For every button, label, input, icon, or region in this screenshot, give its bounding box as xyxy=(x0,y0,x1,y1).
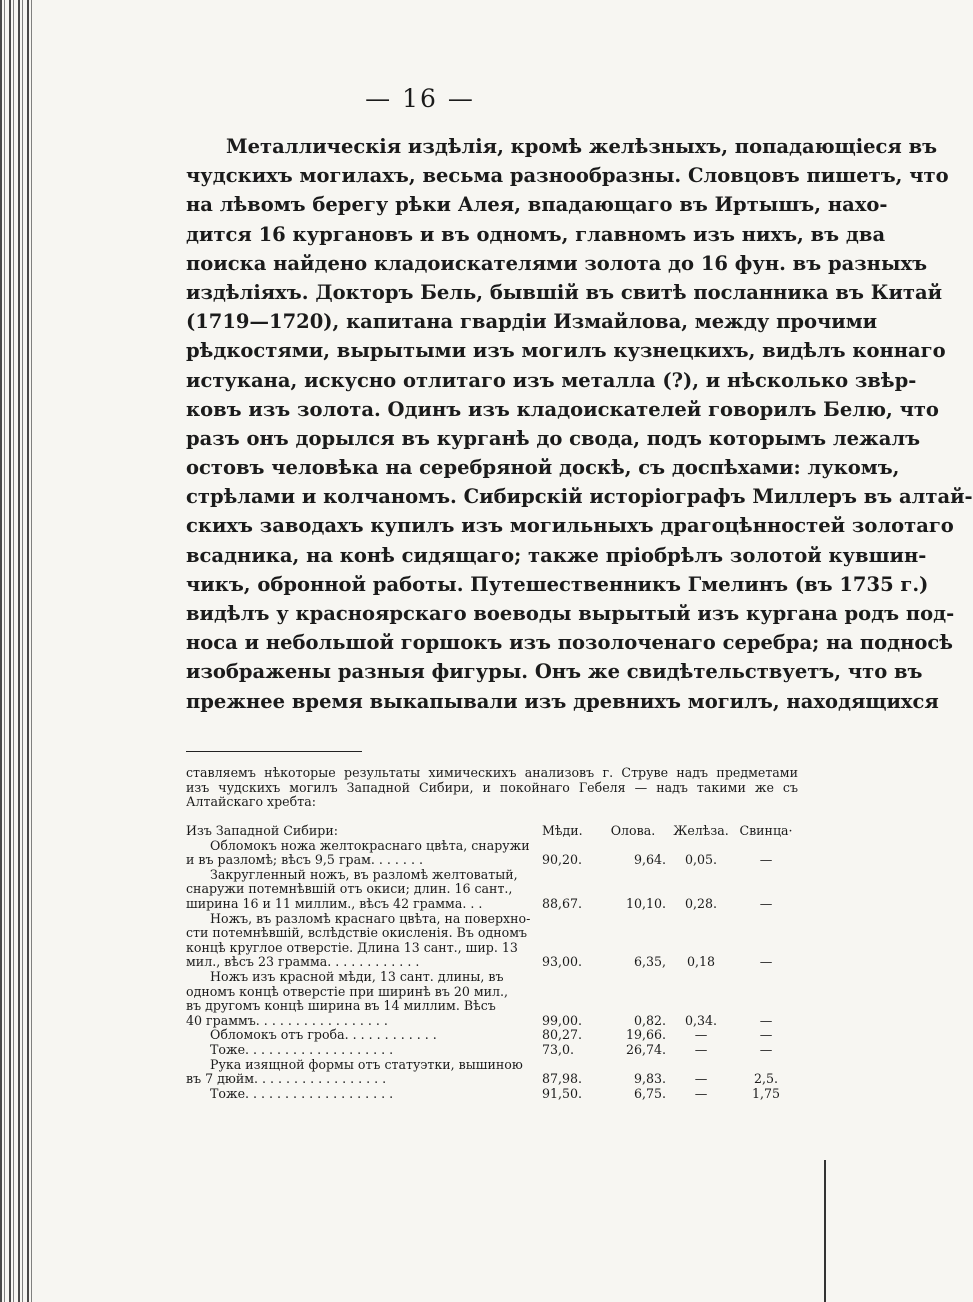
column-header-copper: Мѣди. xyxy=(542,823,583,838)
row-description xyxy=(186,1043,542,1058)
description-line: Обломокъ отъ гроба. . . . . . . . . . . . xyxy=(210,1027,437,1043)
lead-value: 2,5. xyxy=(753,1071,779,1087)
copper-value: 88,67. xyxy=(542,895,583,911)
row-description xyxy=(186,1058,542,1087)
body-line: чикъ, обронной работы. Путешественникъ Гмелинъ (въ 1735 г.) xyxy=(186,572,929,596)
description-line: концѣ круглое отверстіе. Длина 13 сант., шир. 13 xyxy=(186,939,518,955)
description-line: Рука изящной формы отъ статуэтки, вышиною xyxy=(210,1056,523,1072)
lead-value: — xyxy=(759,852,773,868)
tin-value: 19,66. xyxy=(625,1027,666,1043)
body-line: ковъ изъ золота. Одинъ изъ кладоискателей говорилъ Белю, что xyxy=(186,397,939,421)
tin-value: 6,75. xyxy=(633,1085,666,1101)
footnote-line: изъ чудскихъ могилъ Западной Сибири, и покойнаго Гебеля — надъ такими же съ xyxy=(186,779,798,795)
description-line: Тоже. . . . . . . . . . . . . . . . . . . xyxy=(210,1085,394,1101)
body-line: (1719—1720), капитана гвардіи Измайлова, между прочими xyxy=(186,310,878,334)
tin-value: 9,83. xyxy=(633,1071,666,1087)
footnote-divider xyxy=(186,751,362,752)
body-line: истукана, искусно отлитаго изъ металла (?), и нѣсколько звѣр- xyxy=(186,368,917,392)
description-line: въ другомъ концѣ ширина въ 14 миллим. Вѣсъ xyxy=(186,998,496,1014)
table-row xyxy=(186,868,796,912)
table-row xyxy=(186,1028,796,1043)
table-row xyxy=(186,970,796,1028)
iron-value: 0,28. xyxy=(684,895,718,911)
tin-value: 10,10. xyxy=(625,895,666,911)
body-line: носа и небольшой горшокъ изъ позолоченаго серебра; на подносѣ xyxy=(186,631,953,655)
body-line: чудскихъ могилахъ, весьма разнообразны. Словцовъ пишетъ, что xyxy=(186,164,949,188)
iron-value: — xyxy=(694,1085,708,1101)
scanned-binding-edge xyxy=(0,0,34,1302)
column-header-tin: Олова. xyxy=(610,823,656,838)
lead-value: — xyxy=(759,1027,773,1043)
body-line: Металлическія издѣлія, кромѣ желѣзныхъ, попадающіеся въ xyxy=(226,135,938,158)
description-line: Обломокъ ножа желтокраснаго цвѣта, снаружи xyxy=(210,837,530,853)
chemical-analysis-table xyxy=(186,824,796,1101)
row-description xyxy=(186,1028,542,1043)
body-line: стрѣлами и колчаномъ. Сибирскій исторіографъ Миллеръ въ алтай- xyxy=(186,485,973,509)
table-row xyxy=(186,1058,796,1087)
copper-value: 93,00. xyxy=(542,954,583,970)
copper-value: 80,27. xyxy=(542,1027,583,1043)
body-line: на лѣвомъ берегу рѣки Алея, впадающаго въ Иртышъ, нахо- xyxy=(186,193,888,217)
description-line: снаружи потемнѣвшій отъ окиси; длин. 16 сант., xyxy=(186,881,513,897)
iron-value: 0,05. xyxy=(684,852,718,868)
body-line: рѣдкостями, вырытыми изъ могилъ кузнецкихъ, видѣлъ коннаго xyxy=(186,339,946,363)
tin-value: 0,82. xyxy=(633,1012,666,1028)
row-description xyxy=(186,839,542,868)
description-line: въ 7 дюйм. . . . . . . . . . . . . . . . . xyxy=(186,1071,387,1087)
copper-value: 90,20. xyxy=(542,852,583,868)
iron-value: — xyxy=(694,1027,708,1043)
tin-value: 9,64. xyxy=(633,852,666,868)
lead-value: — xyxy=(759,954,773,970)
column-header-iron: Желѣза. xyxy=(673,823,729,838)
body-line: издѣліяхъ. Докторъ Бель, бывшій въ свитѣ посланника въ Китай xyxy=(186,280,943,304)
body-line: прежнее время выкапывали изъ древнихъ могилъ, находящихся xyxy=(186,689,939,713)
description-line: Ножъ, въ разломѣ краснаго цвѣта, на поверхно- xyxy=(210,910,531,926)
tin-value: 6,35, xyxy=(633,954,666,970)
row-description xyxy=(186,868,542,912)
column-header-lead: Свинца· xyxy=(739,823,793,838)
description-line: Тоже. . . . . . . . . . . . . . . . . . . xyxy=(210,1041,394,1057)
lead-value: — xyxy=(759,895,773,911)
description-line: ширина 16 и 11 миллим., вѣсъ 42 грамма. . . xyxy=(186,895,483,911)
copper-value: 99,00. xyxy=(542,1012,583,1028)
table-row xyxy=(186,1087,796,1102)
description-line: мил., вѣсъ 23 грамма. . . . . . . . . . . . xyxy=(186,954,420,970)
footnote-line: Алтайскаго хребта: xyxy=(186,794,316,809)
lead-value: — xyxy=(759,1041,773,1057)
description-line: Закругленный ножъ, въ разломѣ желтоватый, xyxy=(210,866,518,882)
table-row xyxy=(186,1043,796,1058)
tin-value: 26,74. xyxy=(625,1041,666,1057)
iron-value: 0,34. xyxy=(684,1012,718,1028)
body-line: остовъ человѣка на серебряной доскѣ, съ доспѣхами: лукомъ, xyxy=(186,456,900,480)
table-row xyxy=(186,912,796,970)
body-line: разъ онъ дорылся въ курганѣ до свода, подъ которымъ лежалъ xyxy=(186,426,921,450)
footnote-line: ставляемъ нѣкоторые результаты химическихъ анализовъ г. Струве надъ предметами xyxy=(186,765,798,780)
body-line: поиска найдено кладоискателями золота до 16 фун. въ разныхъ xyxy=(186,251,928,275)
table-row xyxy=(186,839,796,868)
iron-value: 0,18 xyxy=(686,954,716,970)
iron-value: — xyxy=(694,1041,708,1057)
body-paragraph xyxy=(186,132,973,716)
body-line: всадника, на конѣ сидящаго; также пріобрѣлъ золотой кувшин- xyxy=(186,543,927,567)
copper-value: 73,0. xyxy=(542,1041,575,1057)
lead-value: — xyxy=(759,1012,773,1028)
footnote xyxy=(186,766,798,810)
body-line: видѣлъ у красноярскаго воеводы вырытый изъ кургана родъ под- xyxy=(186,602,955,625)
description-line: 40 граммъ. . . . . . . . . . . . . . . . . xyxy=(186,1012,388,1028)
description-line: сти потемнѣвшій, вслѣдствіе окисленія. Въ одномъ xyxy=(186,925,528,941)
copper-value: 91,50. xyxy=(542,1085,583,1101)
body-line: изображены разныя фигуры. Онъ же свидѣтельствуетъ, что въ xyxy=(186,660,923,684)
description-line: Ножъ изъ красной мѣди, 13 сант. длины, въ xyxy=(210,968,504,984)
row-description xyxy=(186,912,542,970)
row-description xyxy=(186,1087,542,1102)
iron-value: — xyxy=(694,1071,708,1087)
body-line: дится 16 кургановъ и въ одномъ, главномъ изъ нихъ, въ два xyxy=(186,222,886,246)
table-heading: Изъ Западной Сибири: xyxy=(186,823,338,838)
page-number: — 16 — xyxy=(365,84,475,113)
body-line: скихъ заводахъ купилъ изъ могильныхъ драгоцѣнностей золотаго xyxy=(186,514,954,538)
copper-value: 87,98. xyxy=(542,1071,583,1087)
description-line: и въ разломѣ; вѣсъ 9,5 грам. . . . . . . xyxy=(186,852,423,868)
row-description xyxy=(186,970,542,1028)
table-header-row xyxy=(186,824,796,839)
description-line: одномъ концѣ отверстіе при ширинѣ въ 20 мил., xyxy=(186,983,509,999)
scanned-page-edge xyxy=(824,1160,840,1302)
lead-value: 1,75 xyxy=(751,1085,781,1101)
